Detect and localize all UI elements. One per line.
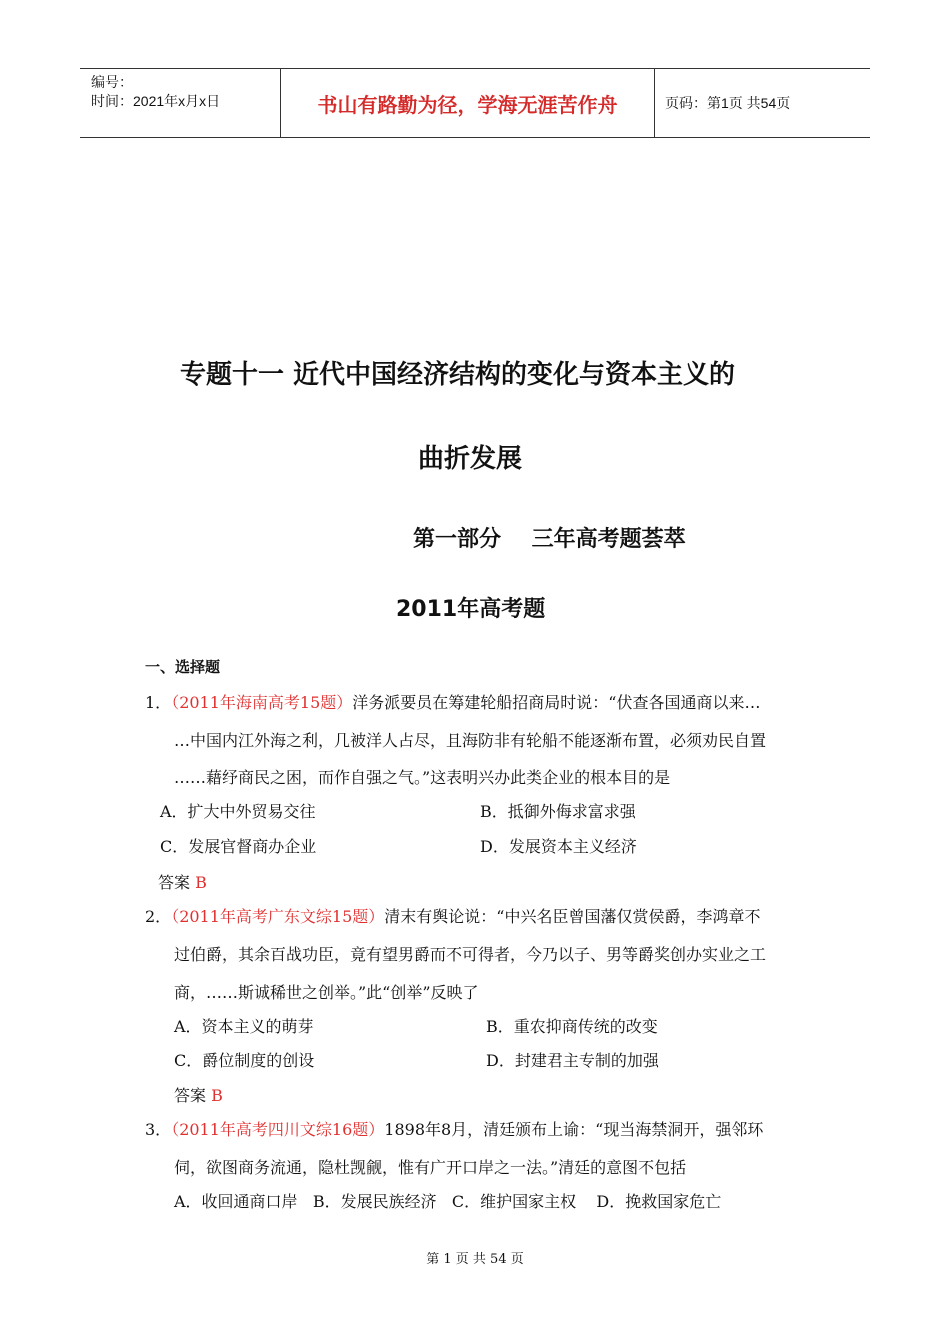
section-heading: 一、选择题 (145, 658, 221, 676)
answer-label: 答案 (174, 1086, 207, 1105)
question-3-options: A．收回通商口岸 B．发展民族经济 C．维护国家主权 D．挽救国家危亡 (174, 1192, 722, 1211)
doc-title-line2: 曲折发展 (418, 444, 523, 474)
question-1-option-b: B．抵御外侮求富求强 (480, 802, 636, 821)
question-number: 1． (145, 693, 172, 712)
question-1-line3: ……藉纾商民之困，而作自强之气。”这表明兴办此类企业的根本目的是 (174, 768, 671, 787)
page-header (80, 68, 870, 138)
question-text: 清末有舆论说：“中兴名臣曾国藩仅赏侯爵，李鸿章不 (384, 907, 761, 926)
header-number: 编号： (91, 74, 133, 90)
question-3-line1 (145, 1117, 763, 1140)
question-text: 1898年8月，清廷颁布上谕：“现当海禁洞开，强邻环 (384, 1120, 764, 1139)
question-text: 洋务派要员在筹建轮船招商局时说：“伏查各国通商以来… (352, 693, 761, 712)
question-2-option-b: B．重农抑商传统的改变 (486, 1017, 658, 1036)
header-meta (80, 69, 281, 137)
part-heading: 第一部分 三年高考题荟萃 (413, 527, 686, 552)
question-1-answer (158, 870, 207, 893)
question-1-option-d: D．发展资本主义经济 (480, 837, 637, 856)
question-2-line2: 过伯爵，其余百战功臣，竟有望男爵而不可得者，今乃以子、男等爵奖创办实业之工 (174, 945, 767, 964)
question-3-line2: 伺，欲图商务流通，隐杜觊觎，惟有广开口岸之一法。”清廷的意图不包括 (174, 1158, 687, 1177)
question-2-option-c: C．爵位制度的创设 (174, 1051, 315, 1070)
year-heading: 2011年高考题 (396, 597, 546, 622)
header-motto: 书山有路勤为径，学海无涯苦作舟 (281, 69, 655, 137)
question-2-option-d: D．封建君主专制的加强 (486, 1051, 659, 1070)
doc-title-line1: 专题十一 近代中国经济结构的变化与资本主义的 (180, 360, 736, 390)
header-time: 时间：2021年x月x日 (91, 93, 221, 109)
question-source: （2011年海南高考15题） (171, 693, 353, 712)
answer-label: 答案 (158, 873, 191, 892)
question-1-option-c: C．发展官督商办企业 (160, 837, 317, 856)
answer-value: B (211, 1086, 223, 1105)
question-2-line1 (145, 904, 760, 927)
question-1-option-a: A．扩大中外贸易交往 (160, 802, 316, 821)
question-number: 2． (145, 907, 172, 926)
question-2-option-a: A．资本主义的萌芽 (174, 1017, 314, 1036)
page-footer: 第 1 页 共 54 页 (426, 1252, 524, 1267)
header-page-info: 页码：第1页 共54页 (665, 95, 791, 111)
question-2-line3: 商，……斯诚稀世之创举。”此“创举”反映了 (174, 983, 479, 1002)
question-source: （2011年高考四川文综16题） (171, 1120, 385, 1139)
question-2-answer (174, 1083, 223, 1106)
answer-value: B (195, 873, 207, 892)
question-number: 3． (145, 1120, 172, 1139)
question-1-line1 (145, 690, 760, 713)
question-1-line2: …中国内江外海之利，几被洋人占尽，且海防非有轮船不能逐渐布置，必须劝民自置 (174, 731, 767, 750)
question-source: （2011年高考广东文综15题） (171, 907, 385, 926)
